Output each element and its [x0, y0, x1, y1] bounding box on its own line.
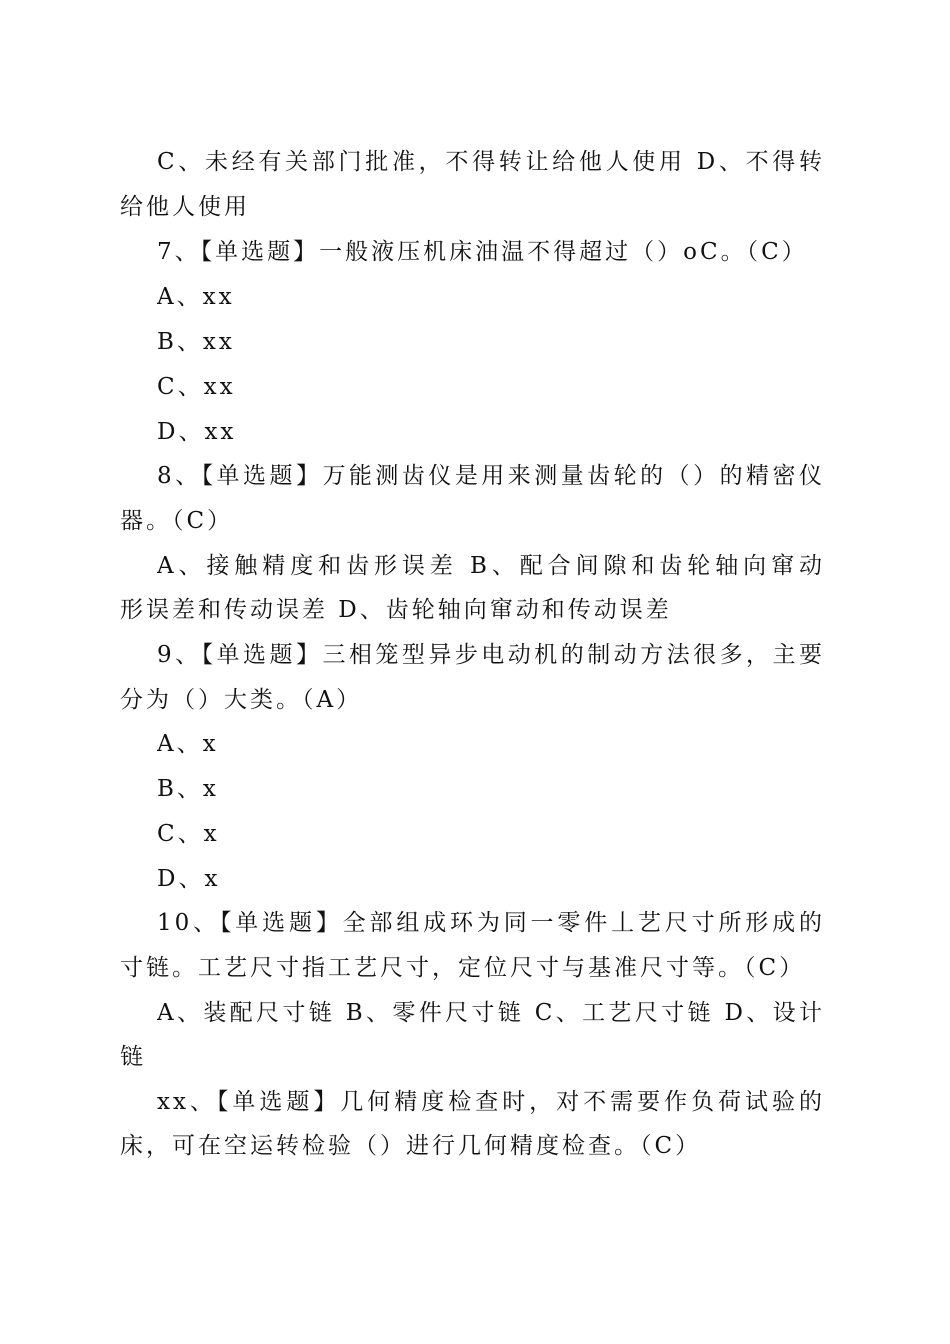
question-9: 9、【单选题】三相笼型异步电动机的制动方法很多，主要 [157, 642, 825, 668]
question-10: 10、【单选题】全部组成环为同一零件丄艺尺寸所形成的 [157, 910, 825, 936]
q7-option-a: A、xx [157, 284, 235, 310]
q7-option-b: B、xx [157, 329, 235, 355]
q10-options: A、装配尺寸链 B、零件尺寸链 C、工艺尺寸链 D、设计 [157, 1000, 825, 1026]
question-8-continued: 器。（C） [120, 508, 234, 534]
q10-options-continued: 链 [120, 1044, 146, 1070]
q8-options: A、接触精度和齿形误差 B、配合间隙和齿轮轴向窜动 [157, 553, 825, 579]
q8-options-continued: 形误差和传动误差 D、齿轮轴向窜动和传动误差 [120, 597, 672, 623]
q9-option-a: A、x [157, 731, 219, 757]
question-9-continued: 分为（）大类。（A） [120, 687, 363, 713]
q7-option-d: D、xx [157, 419, 237, 445]
option-line-q6-continued: 给他人使用 [120, 194, 250, 220]
question-10-continued: 寸链。工艺尺寸指工艺尺寸，定位尺寸与基准尺寸等。（C） [120, 955, 806, 981]
question-11-continued: 床，可在空运转检验（）进行几何精度检查。（C） [120, 1133, 702, 1159]
q9-option-b: B、x [157, 776, 219, 802]
question-11: xx、【单选题】几何精度检查时，对不需要作负荷试验的 [157, 1089, 825, 1115]
option-line-q6-c-d: C、未经有关部门批准，不得转让给他人使用 D、不得转 [157, 149, 825, 175]
question-8: 8、【单选题】万能测齿仪是用来测量齿轮的（）的精密仪 [157, 463, 825, 489]
q7-option-c: C、xx [157, 374, 236, 400]
question-7: 7、【单选题】一般液压机床油温不得超过（）oC。（C） [157, 239, 808, 265]
q9-option-d: D、x [157, 866, 221, 892]
q9-option-c: C、x [157, 821, 220, 847]
